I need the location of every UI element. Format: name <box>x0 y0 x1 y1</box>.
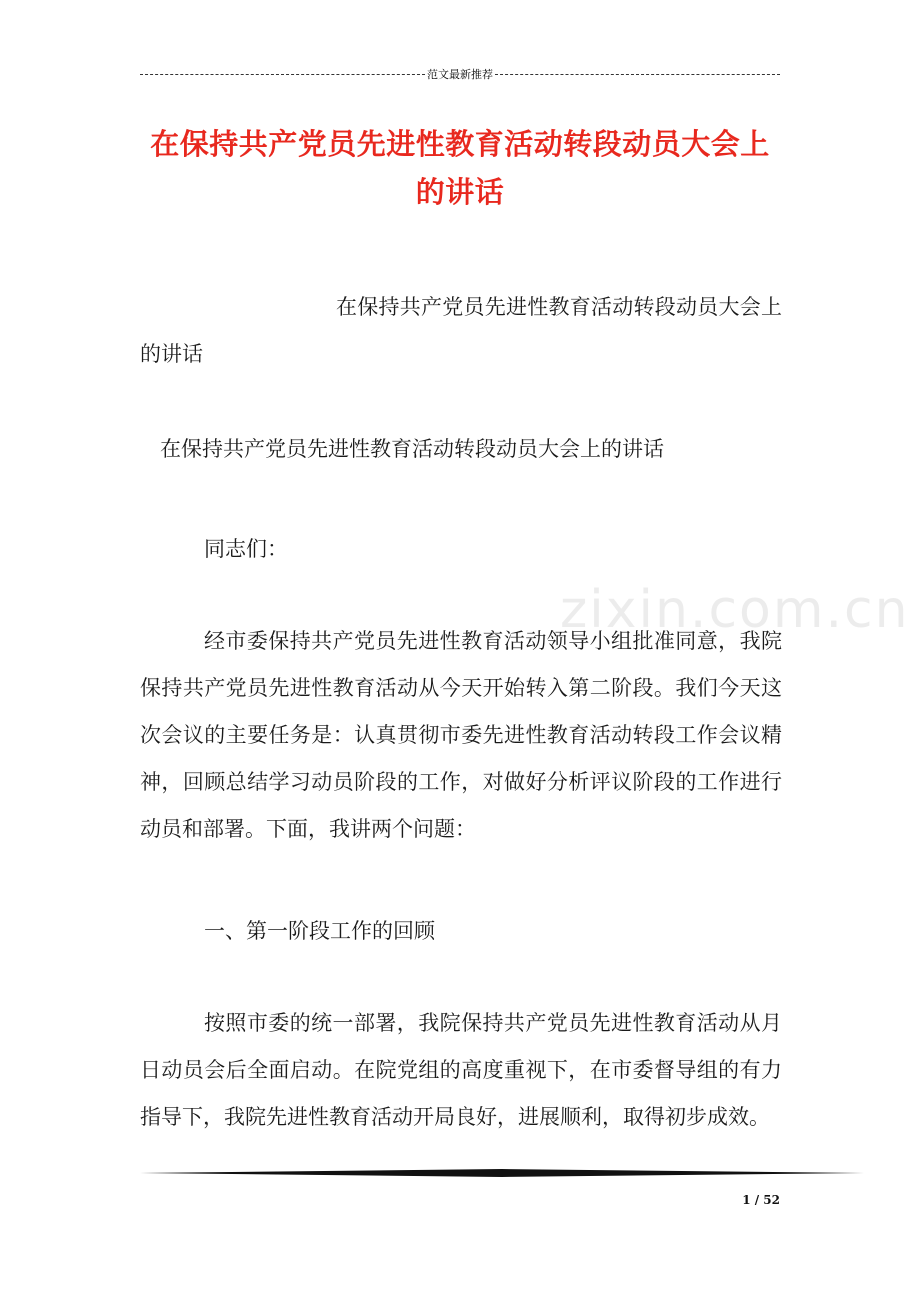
footer-rule <box>140 1168 864 1178</box>
subtitle-paragraph-2: 在保持共产党员先进性教育活动转段动员大会上的讲话 <box>160 437 664 461</box>
greeting-paragraph: 同志们： <box>204 537 288 561</box>
header-dash-right <box>495 74 780 75</box>
document-title: 在保持共产党员先进性教育活动转段动员大会上的讲话 <box>150 127 770 209</box>
page-header <box>140 66 780 82</box>
page-number: 1 / 52 <box>742 1193 780 1207</box>
section-1-heading: 一、第一阶段工作的回顾 <box>204 919 435 943</box>
subtitle-paragraph-1: 在保持共产党员先进性教育活动转段动员大会上的讲话 <box>140 295 782 366</box>
watermark: zixin.com.cn <box>560 580 910 640</box>
section-1-paragraph: 按照市委的统一部署，我院保持共产党员先进性教育活动从月日动员会后全面启动。在院党组的高度重视下，在市委督导组的有力指导下，我院先进性教育活动开局良好，进展顺利，取得初步成效。 <box>140 1011 782 1129</box>
header-label: 范文最新推荐 <box>427 68 493 81</box>
header-dash-left <box>140 74 425 75</box>
intro-paragraph: 经市委保持共产党员先进性教育活动领导小组批准同意，我院保持共产党员先进性教育活动从今天开始转入第二阶段。我们今天这次会议的主要任务是：认真贯彻市委先进性教育活动转段工作会议精神，回顾总结学习动员阶段的工作，对做好分析评议阶段的工作进行动员和部署。下面，我讲两个问题： <box>140 629 782 841</box>
